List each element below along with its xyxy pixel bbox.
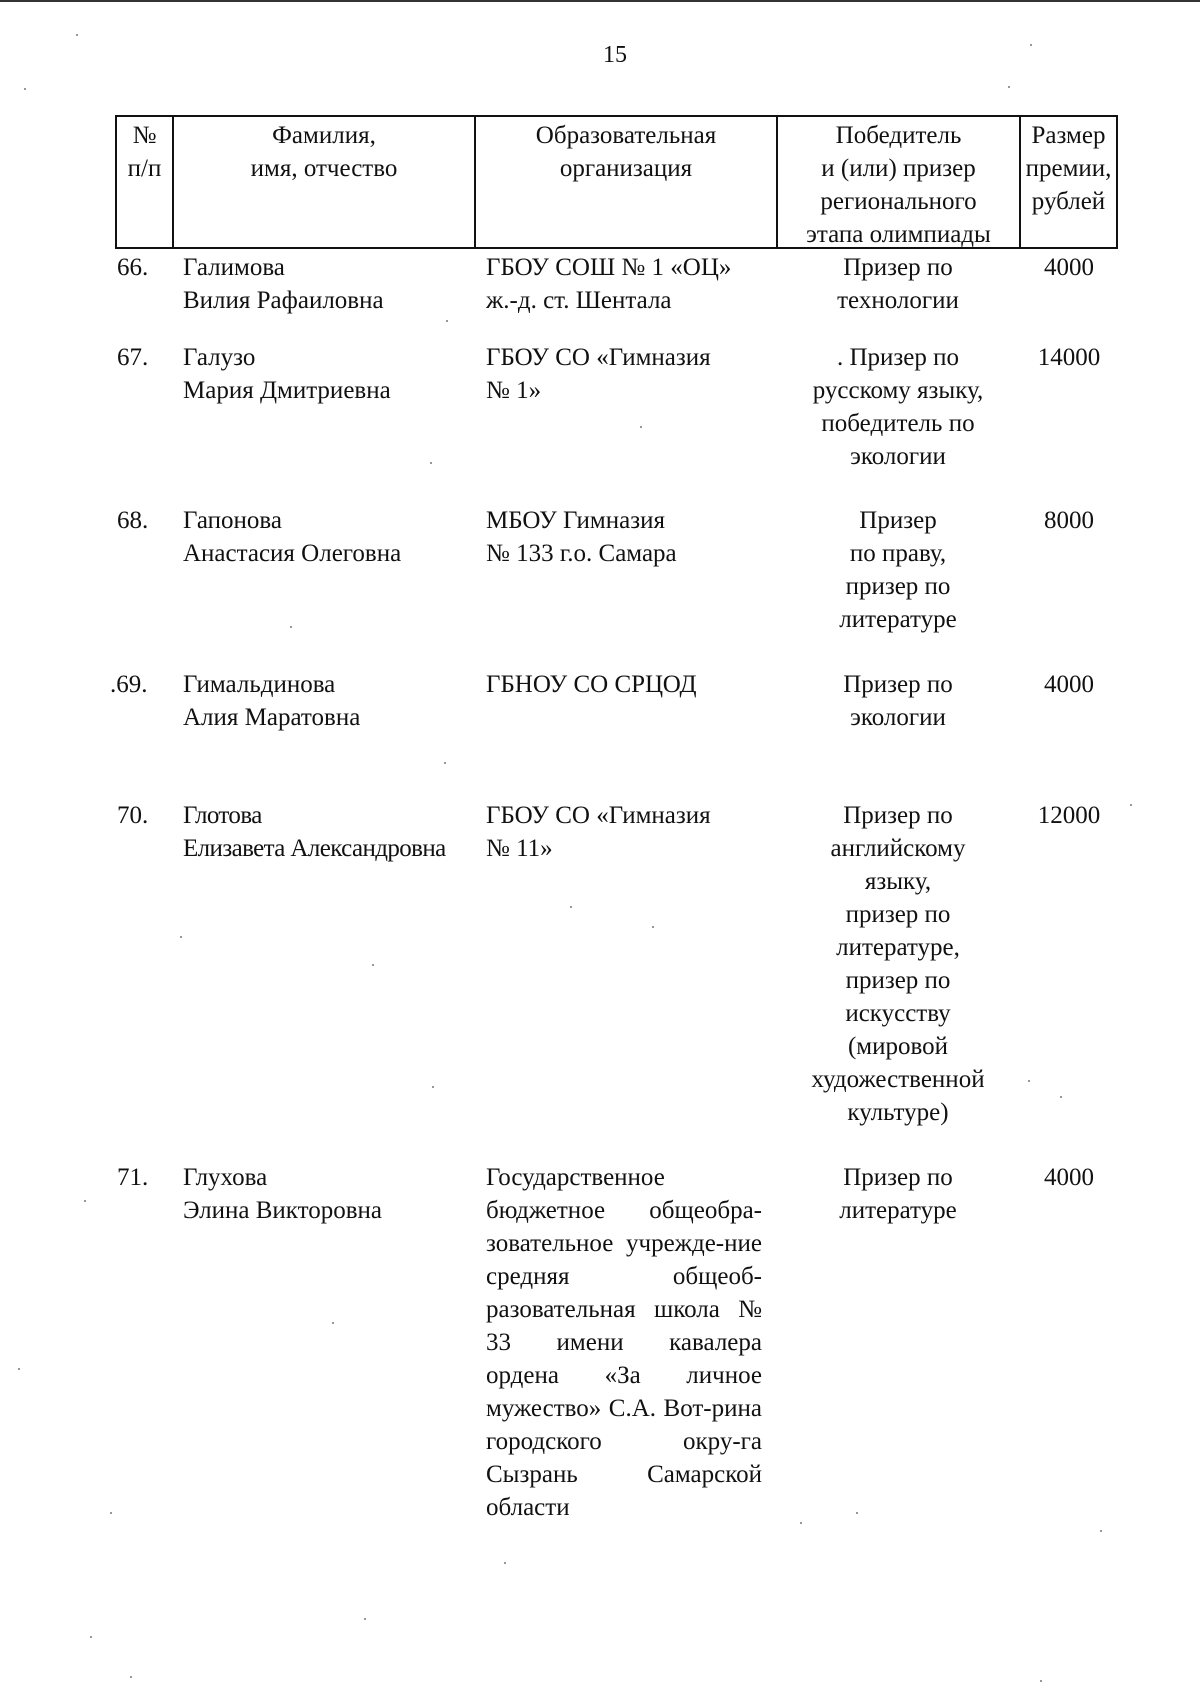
row-prize: 8000 [1044,507,1094,534]
scan-speck [76,34,78,36]
row-award: . Призер по русскому языку, победитель по экологии [812,344,984,470]
scan-speck [130,1676,132,1678]
row-award: Призер по праву, призер по литературе [839,507,957,633]
row-name: Галузо Мария Дмитриевна [183,344,391,404]
row-name: Гимальдинова Алия Маратовна [183,671,361,731]
scan-speck [570,906,572,908]
row-num: 70. [117,802,149,829]
row-org: МБОУ Гимназия № 133 г.о. Самара [486,507,677,567]
scan-speck [24,88,26,90]
scan-speck [652,926,654,928]
row-award: Призер по технологии [837,254,959,314]
row-prize: 12000 [1037,802,1101,829]
scan-speck [1030,44,1032,46]
scan-speck [18,1368,20,1370]
scan-speck [504,1562,506,1564]
scan-speck [1060,1096,1062,1098]
scan-speck [430,462,432,464]
row-prize: 4000 [1044,671,1094,698]
scan-speck [856,1512,858,1514]
row-award: Призер по литературе [839,1164,957,1224]
row-prize: 4000 [1044,1164,1094,1191]
header-org: Образовательная организация [476,117,778,249]
scan-speck [90,1636,92,1638]
scan-speck [1028,1080,1030,1082]
row-award: Призер по экологии [843,671,953,731]
scan-speck [372,964,374,966]
row-org: ГБОУ СО «Гимназия № 1» [486,344,711,404]
row-prize: 4000 [1044,254,1094,281]
scan-speck [332,1322,334,1324]
scan-speck [1040,1680,1042,1682]
row-prize: 14000 [1037,344,1101,371]
row-award: Призер по английскому языку, призер по литературе, призер по искусству (мировой художественной культуре) [811,802,985,1126]
scan-speck [432,1086,434,1088]
scan-speck [800,1522,802,1524]
row-name: Гапонова Анастасия Олеговна [183,507,402,567]
scan-speck [446,320,448,322]
scan-speck [1130,804,1132,806]
scan-speck [1008,86,1010,88]
table-header [115,115,1118,249]
header-prize: Размер премии, рублей [1021,117,1118,249]
scan-speck [640,426,642,428]
row-name: Глухова Элина Викторовна [183,1164,382,1224]
page-number: 15 [603,42,627,68]
top-edge-rule [0,0,1200,2]
row-org: ГБОУ СОШ № 1 «ОЦ» ж.-д. ст. Шентала [486,254,732,314]
scan-speck [444,762,446,764]
row-name: Галимова Вилия Рафаиловна [183,254,384,314]
scan-speck [180,936,182,938]
row-name: Глотова Елизавета Александровна [183,802,446,862]
row-org: ГБОУ СО «Гимназия № 11» [486,802,711,862]
header-name: Фамилия, имя, отчество [174,117,476,249]
scan-speck [1100,1530,1102,1532]
row-num: .69. [110,671,148,698]
row-org: Государственное бюджетное общеобра-зовательное учрежде-ние средняя общеоб-разовательная школа № 33 имени кавалера ордена «За личное мужество» С.А. Вот-рина городского окру-га Сызрань Самарской области [486,1164,762,1521]
header-num: № п/п [117,117,174,249]
scan-speck [84,1200,86,1202]
row-num: 67. [117,344,149,371]
row-num: 68. [117,507,149,534]
row-org: ГБНОУ СО СРЦОД [486,671,697,698]
row-num: 66. [117,254,149,281]
row-num: 71. [117,1164,149,1191]
scan-speck [110,1512,112,1514]
header-award: Победитель и (или) призер регионального этапа олимпиады [778,117,1021,249]
scan-speck [364,1618,366,1620]
scan-speck [290,626,292,628]
